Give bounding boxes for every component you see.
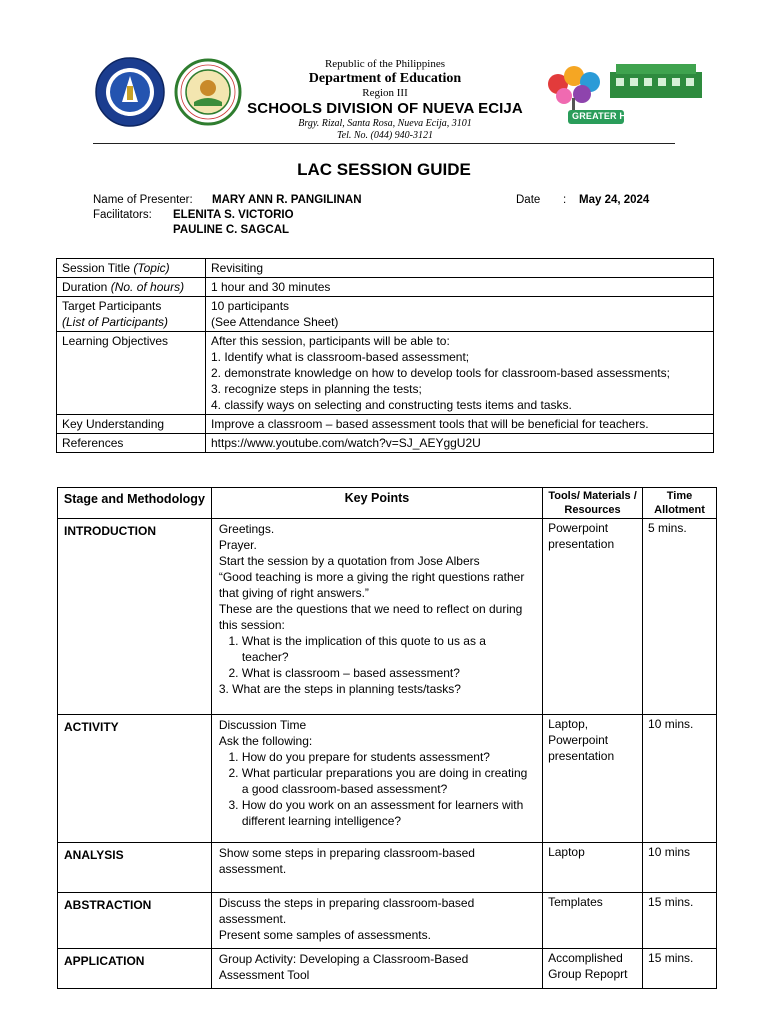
header-stage: Stage and Methodology — [58, 488, 212, 519]
key-points-text: 3. What are the steps in planning tests/tasks? — [218, 682, 461, 696]
letterhead — [0, 0, 768, 150]
participants-label: Target Participants (List of Participants) — [57, 297, 206, 332]
stage-name: ABSTRACTION — [58, 893, 212, 949]
deped-seal-icon — [94, 56, 166, 128]
date-separator: : — [563, 194, 567, 206]
references-label: References — [57, 434, 206, 453]
session-info-table — [56, 258, 714, 453]
key-points-text: Group Activity: Developing a Classroom-Based Assessment Tool — [218, 952, 469, 982]
key-points — [211, 715, 542, 843]
objectives-value: After this session, participants will be able to: 1. Identify what is classroom-based assessment; 2. demonstrate knowledge on how to develop tools for classroom-based assessments; 3. recognize steps in planning the tests; 4. classify ways on selecting and constructing tests items and tasks. — [206, 332, 714, 415]
tel-line: Tel. No. (044) 940-3121 — [336, 129, 434, 141]
time-allotment: 15 mins. — [643, 949, 717, 989]
division-seal-icon — [174, 58, 242, 126]
presenter-name: MARY ANN R. PANGILINAN — [212, 194, 362, 206]
stage-name: INTRODUCTION — [58, 519, 212, 715]
tools-materials: Templates — [543, 893, 643, 949]
tools-materials: Accomplished Group Repoprt — [543, 949, 643, 989]
time-allotment: 5 mins. — [643, 519, 717, 715]
address-line: Brgy. Rizal, Santa Rosa, Nueva Ecija, 3101 — [298, 118, 472, 130]
stage-row — [58, 949, 717, 989]
session-stages-table — [57, 487, 717, 989]
stage-row — [58, 715, 717, 843]
key-points-text: Greetings. Prayer. Start the session by a quotation from Jose Albers “Good teaching is more a giving the right questions rather that giving of right answers.” These are the questions that we need to reflect on during this session: — [218, 522, 525, 632]
page-title: LAC SESSION GUIDE — [297, 160, 471, 179]
key-points-text: Show some steps in preparing classroom-based assessment. — [218, 846, 475, 876]
objective-item: 2. demonstrate knowledge on how to develop tools for classroom-based assessments; — [211, 366, 670, 380]
list-item: 1. How do you prepare for students assessment? — [242, 749, 535, 765]
key-understanding-value: Improve a classroom – based assessment tools that will be beneficial for teachers. — [206, 415, 714, 434]
objectives-label: Learning Objectives — [57, 332, 206, 415]
time-allotment: 15 mins. — [643, 893, 717, 949]
stage-name: ANALYSIS — [58, 843, 212, 893]
header-time: Time Allotment — [643, 488, 717, 519]
stage-row — [58, 519, 717, 715]
stage-name: ACTIVITY — [58, 715, 212, 843]
date-value: May 24, 2024 — [579, 194, 650, 206]
header-divider — [93, 143, 675, 144]
table-header-row — [58, 488, 717, 519]
tools-materials: Laptop — [543, 843, 643, 893]
stage-row — [58, 893, 717, 949]
objective-item: 4. classify ways on selecting and constructing tests items and tasks. — [211, 398, 572, 412]
key-points — [211, 519, 542, 715]
presenter-label: Name of Presenter: — [93, 194, 193, 206]
duration-value: 1 hour and 30 minutes — [206, 278, 714, 297]
division-building-icon — [606, 58, 706, 102]
key-points-list — [219, 749, 535, 829]
republic-line: Republic of the Philippines — [324, 58, 446, 70]
department-line: Department of Education — [308, 70, 462, 86]
key-points-list — [219, 633, 535, 681]
duration-label: Duration (No. of hours) — [57, 278, 206, 297]
table-row — [57, 259, 714, 278]
tools-materials: Laptop, Powerpoint presentation — [543, 715, 643, 843]
key-points — [211, 843, 542, 893]
objective-item: 1. Identify what is classroom-based assessment; — [211, 350, 470, 364]
region-line: Region III — [362, 87, 408, 100]
time-allotment: 10 mins. — [643, 715, 717, 843]
key-points — [211, 949, 542, 989]
stage-row — [58, 843, 717, 893]
facilitator-2: PAULINE C. SAGCAL — [173, 224, 290, 236]
list-item: 1. What is the implication of this quote to us as a teacher? — [242, 633, 535, 665]
header-tools: Tools/ Materials / Resources — [543, 488, 643, 519]
stage-rows — [58, 519, 717, 989]
facilitator-1: ELENITA S. VICTORIO — [173, 209, 294, 221]
list-item: 3. How do you work on an assessment for learners with different learning intelligence? — [242, 797, 535, 829]
table-row — [57, 415, 714, 434]
key-points — [211, 893, 542, 949]
key-points-text: Discussion Time Ask the following: — [218, 718, 313, 748]
list-item: 2. What particular preparations you are doing in creating a good classroom-based assessment? — [242, 765, 535, 797]
table-row — [57, 278, 714, 297]
participants-value: 10 participants (See Attendance Sheet) — [206, 297, 714, 332]
session-title-label: Session Title (Topic) — [57, 259, 206, 278]
facilitators-label: Facilitators: — [93, 209, 152, 221]
list-item: 2. What is classroom – based assessment? — [242, 665, 535, 681]
letterhead-text — [240, 58, 530, 142]
time-allotment: 10 mins — [643, 843, 717, 893]
header-key-points: Key Points — [211, 488, 542, 519]
table-row — [57, 332, 714, 415]
table-row — [57, 297, 714, 332]
division-line: SCHOOLS DIVISION OF NUEVA ECIJA — [247, 100, 523, 118]
references-link[interactable]: https://www.youtube.com/watch?v=SJ_AEYggU2U — [206, 434, 714, 453]
tools-materials: Powerpoint presentation — [543, 519, 643, 715]
objective-item: 3. recognize steps in planning the tests; — [211, 382, 422, 396]
session-title-value: Revisiting — [206, 259, 714, 278]
stage-name: APPLICATION — [58, 949, 212, 989]
key-understanding-label: Key Understanding — [57, 415, 206, 434]
greater-heights-text: GREATER HEIGHTS — [572, 111, 661, 121]
date-label: Date — [516, 194, 541, 206]
table-row — [57, 434, 714, 453]
key-points-text: Discuss the steps in preparing classroom-based assessment. Present some samples of assessments. — [218, 896, 475, 942]
